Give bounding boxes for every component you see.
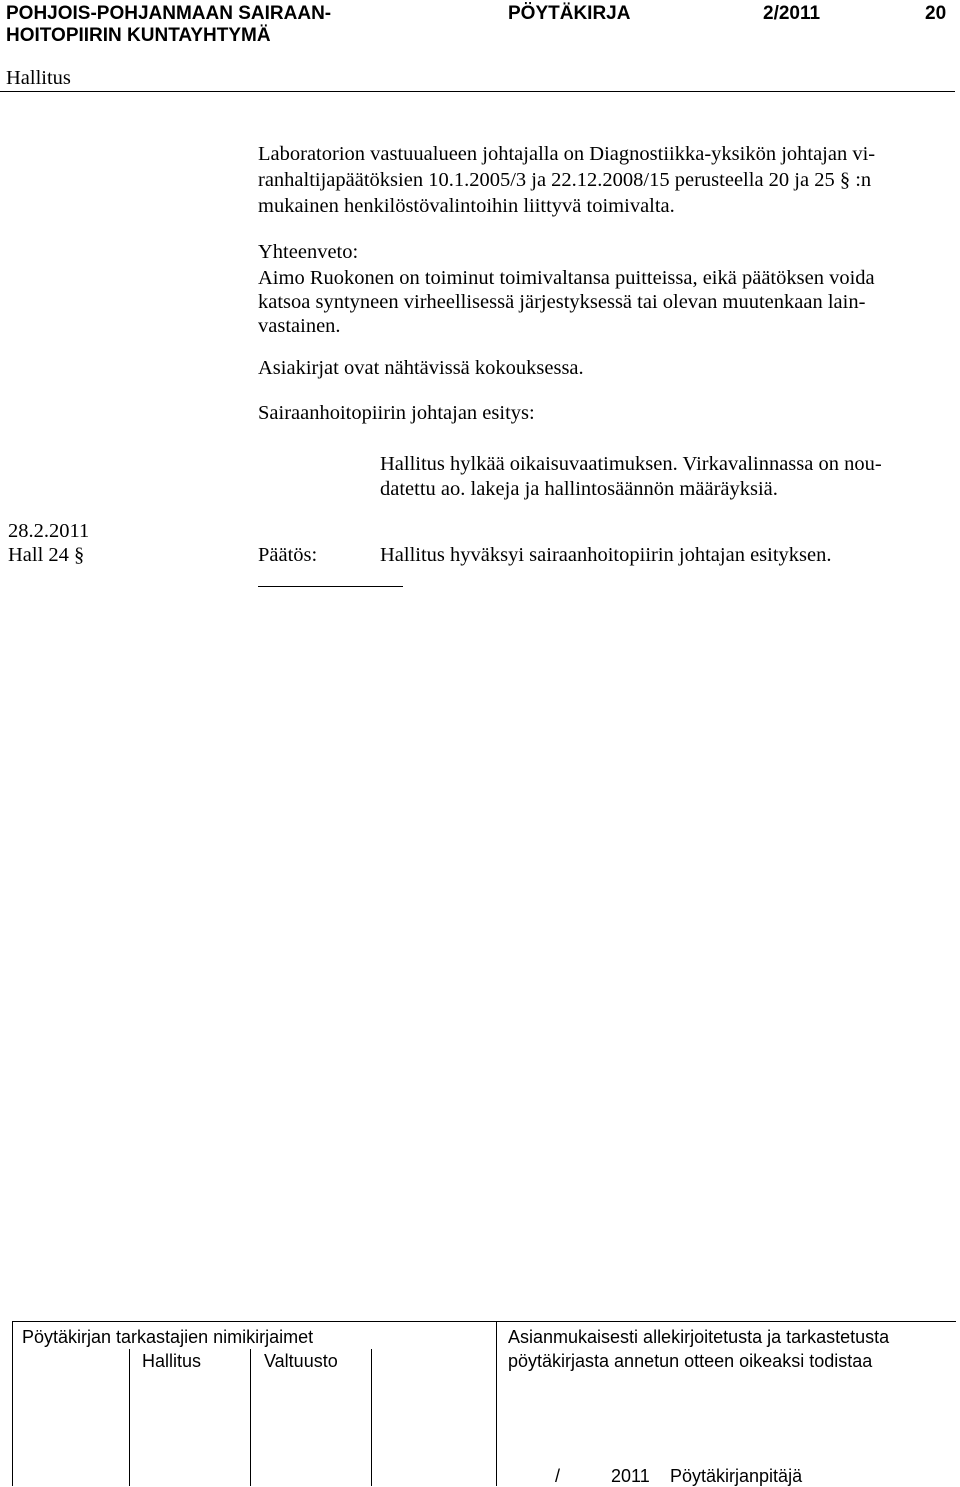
initials-title: Pöytäkirjan tarkastajien nimikirjaimet bbox=[22, 1327, 314, 1347]
summary-line-1: Aimo Ruokonen on toiminut toimivaltansa puitteissa, eikä päätöksen voida bbox=[258, 267, 875, 289]
initials-col-hallitus: Hallitus bbox=[142, 1351, 202, 1371]
date-slash: / bbox=[555, 1466, 561, 1486]
footer-top-rule bbox=[12, 1321, 956, 1322]
decision-label: Päätös: bbox=[258, 544, 318, 566]
summary-heading: Yhteenveto: bbox=[258, 241, 359, 263]
documents-note: Asiakirjat ovat nähtävissä kokouksessa. bbox=[258, 357, 584, 379]
certification-line-1: Asianmukaisesti allekirjoitetusta ja tarkastetusta bbox=[508, 1327, 890, 1347]
page-number: 20 bbox=[925, 3, 947, 24]
intro-line-2: ranhaltijapäätöksien 10.1.2005/3 ja 22.12.2008/15 perusteella 20 ja 25 § :n bbox=[258, 169, 872, 191]
footer-divider-3 bbox=[371, 1349, 372, 1486]
document-number: 2/2011 bbox=[763, 3, 821, 24]
footer-divider-2 bbox=[250, 1349, 251, 1486]
meeting-date: 28.2.2011 bbox=[8, 520, 90, 542]
signature-year: 2011 bbox=[611, 1466, 650, 1486]
decision-text: Hallitus hyväksyi sairaanhoitopiirin johtajan esityksen. bbox=[380, 544, 832, 566]
footer-divider-4 bbox=[496, 1321, 497, 1486]
footer-divider-1 bbox=[129, 1349, 130, 1486]
certification-line-2: pöytäkirjasta annetun otteen oikeaksi todistaa bbox=[508, 1351, 873, 1371]
proposal-line-1: Hallitus hylkää oikaisuvaatimuksen. Virkavalinnassa on nou- bbox=[380, 453, 882, 475]
summary-line-3: vastainen. bbox=[258, 315, 341, 337]
summary-line-2: katsoa syntyneen virheellisessä järjestyksessä tai olevan muutenkaan lain- bbox=[258, 291, 866, 313]
header-divider bbox=[0, 91, 955, 92]
section-reference: Hall 24 § bbox=[8, 544, 85, 566]
organization-name-line1: POHJOIS-POHJANMAAN SAIRAAN- bbox=[6, 3, 332, 24]
initials-col-valtuusto: Valtuusto bbox=[264, 1351, 338, 1371]
intro-line-1: Laboratorion vastuualueen johtajalla on Diagnostiikka-yksikön johtajan vi- bbox=[258, 143, 876, 165]
governing-body-name: Hallitus bbox=[6, 67, 71, 89]
record-keeper-label: Pöytäkirjanpitäjä bbox=[670, 1466, 803, 1486]
footer-left-border bbox=[12, 1321, 13, 1486]
intro-line-3: mukainen henkilöstövalintoihin liittyvä toimivalta. bbox=[258, 195, 675, 217]
proposal-heading: Sairaanhoitopiirin johtajan esitys: bbox=[258, 402, 535, 424]
organization-name-line2: HOITOPIIRIN KUNTAYHTYMÄ bbox=[6, 25, 271, 46]
end-of-section-rule bbox=[258, 586, 403, 587]
document-type: PÖYTÄKIRJA bbox=[508, 3, 631, 24]
proposal-line-2: datettu ao. lakeja ja hallintosäännön määräyksiä. bbox=[380, 478, 778, 500]
